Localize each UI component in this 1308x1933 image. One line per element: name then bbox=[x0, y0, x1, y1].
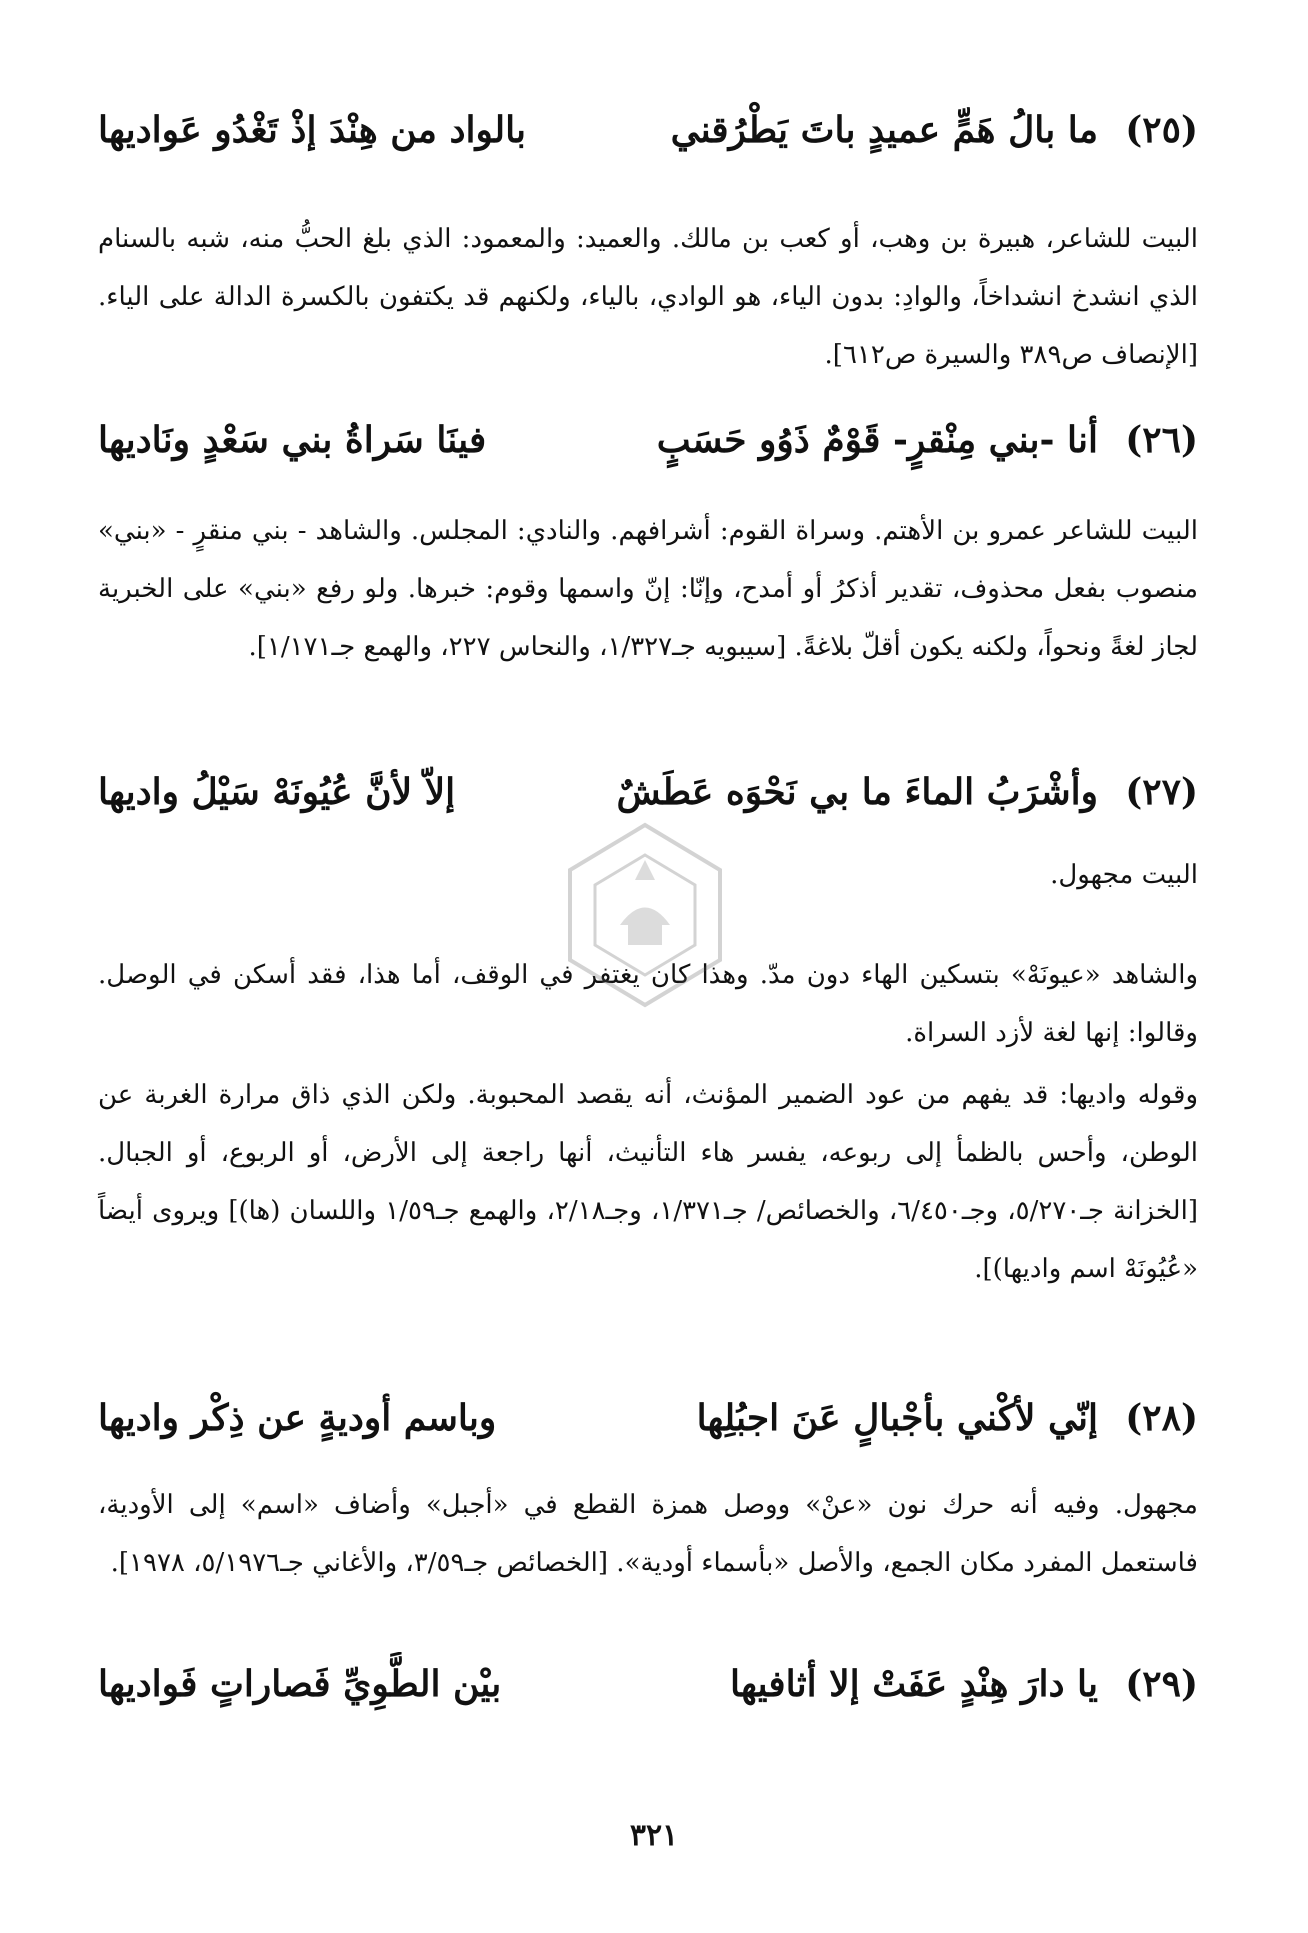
verse-second-hemistich: إلاّ لأنَّ عُيُونَهْ سَيْلُ واديها bbox=[98, 771, 456, 813]
verse-second-hemistich: فينَا سَراةُ بني سَعْدٍ ونَاديها bbox=[98, 419, 487, 461]
commentary-paragraph: والشاهد «عيونَهْ» بتسكين الهاء دون مدّ. وهذا كان يغتفر في الوقف، أما هذا، فقد أسكن في الوصل. وقالوا: إنها لغة لأزد السراة. bbox=[98, 960, 1198, 1048]
commentary-paragraph: مجهول. وفيه أنه حرك نون «عنْ» ووصل همزة القطع في «أجبل» وأضاف «اسم» إلى الأودية، فاستعمل المفرد مكان الجمع، والأصل «بأسماء أودية». [الخصائص جـ٣/٥٩، والأغاني جـ٥/١٩٧٦، ١٩٧٨]. bbox=[98, 1490, 1198, 1578]
verse-second-hemistich: بالواد من هِنْدَ إذْ تَغْدُو عَواديها bbox=[98, 109, 527, 151]
library-seal-watermark bbox=[560, 820, 730, 1010]
verse-line bbox=[98, 1386, 1198, 1450]
verse-number: (٢٥) bbox=[1125, 109, 1198, 151]
verse-line bbox=[98, 408, 1198, 472]
commentary-paragraph: وقوله واديها: قد يفهم من عود الضمير المؤنث، أنه يقصد المحبوبة. ولكن الذي ذاق مرارة الغربة عن الوطن، وأحس بالظمأ إلى ربوعه، يفسر هاء التأنيث، أنها راجعة إلى الأرض، أو الربوع، أو الجبال. [الخزانة جـ٥/٢٧٠، وجـ٦/٤٥٠، والخصائص/ جـ١/٣٧١، وجـ٢/١٨، والهمع جـ١/٥٩ واللسان (ها)] ويروى أيضاً «عُيُونَهْ اسم واديها)]. bbox=[98, 1080, 1199, 1284]
verse-line bbox=[98, 760, 1198, 824]
verse-line bbox=[98, 1652, 1198, 1716]
verse-first-hemistich: إنّي لأكْني بأجْبالٍ عَنَ اجبُلِها bbox=[696, 1397, 1098, 1439]
verse-second-hemistich: بيْن الطَّوِيِّ فَصاراتٍ فَواديها bbox=[98, 1663, 502, 1705]
verse-line bbox=[98, 98, 1198, 162]
verse-number: (٢٦) bbox=[1125, 419, 1198, 461]
verse-first-hemistich: ما بالُ هَمٍّ عميدٍ باتَ يَطْرُقني bbox=[670, 109, 1098, 151]
commentary-paragraph: البيت للشاعر عمرو بن الأهتم. وسراة القوم: أشرافهم. والنادي: المجلس. والشاهد - بني منقرٍ - «بني» منصوب بفعل محذوف، تقدير أذكرُ أو أمدح، وإنّا: إنّ واسمها وقوم: خبرها. ولو رفع «بني» على الخبرية لجاز لغةً ونحواً، ولكنه يكون أقلّ بلاغةً. [سيبويه جـ١/٣٢٧، والنحاس ٢٢٧، والهمع جـ١/١٧١]. bbox=[98, 516, 1198, 662]
page-number: ٣٢١ bbox=[629, 1818, 679, 1853]
commentary-paragraph: البيت مجهول. bbox=[1050, 860, 1198, 890]
commentary-paragraph: البيت للشاعر، هبيرة بن وهب، أو كعب بن مالك. والعميد: والمعمود: الذي بلغ الحبُّ منه، شبه بالسنام الذي انشدخ انشداخاً، والوادِ: بدون الياء، هو الوادي، بالياء، ولكنهم قد يكتفون بالكسرة الدالة على الياء. [الإنصاف ص٣٨٩ والسيرة ص٦١٢]. bbox=[98, 224, 1198, 370]
verse-number: (٢٨) bbox=[1125, 1397, 1198, 1439]
verse-number: (٢٩) bbox=[1125, 1663, 1198, 1705]
verse-first-hemistich: أنا -بني مِنْقرٍ- قَوْمٌ ذَوُو حَسَبٍ bbox=[656, 419, 1098, 461]
verse-first-hemistich: يا دارَ هِنْدٍ عَفَتْ إلا أثافيها bbox=[729, 1663, 1098, 1705]
verse-second-hemistich: وباسم أوديةٍ عن ذِكْر واديها bbox=[98, 1397, 497, 1439]
verse-first-hemistich: وأشْرَبُ الماءَ ما بي نَحْوَه عَطَشٌ bbox=[616, 771, 1098, 813]
verse-number: (٢٧) bbox=[1125, 771, 1198, 813]
